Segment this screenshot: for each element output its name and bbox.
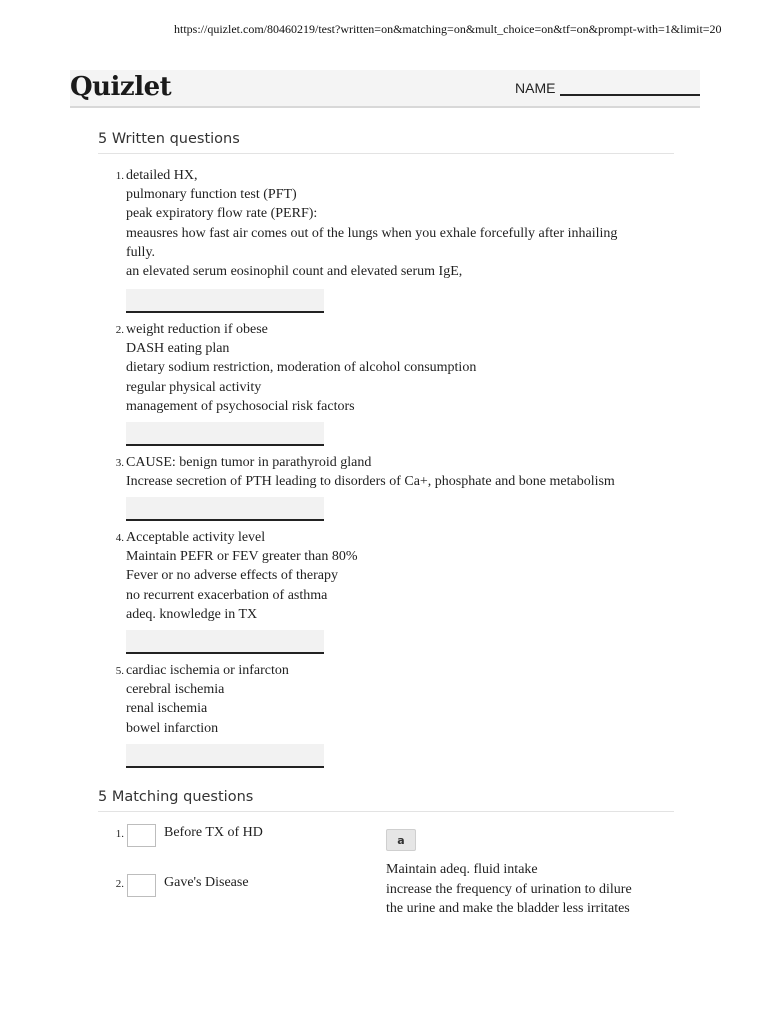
question-number: 1. <box>115 170 124 182</box>
question-prompt <box>126 661 671 738</box>
answer-field[interactable] <box>126 744 324 768</box>
definition-line: the urine and make the bladder less irritates <box>386 901 630 916</box>
prompt-line: adeq. knowledge in TX <box>126 606 258 622</box>
matching-item <box>110 874 360 898</box>
prompt-line: cardiac ischemia or infarcton <box>126 663 289 678</box>
written-section-title: 5 Written questions <box>98 131 674 154</box>
prompt-line: an elevated serum eosinophil count and elevated serum IgE, <box>126 264 463 280</box>
prompt-line: peak expiratory flow rate (PERF): <box>126 206 318 222</box>
prompt-line: pulmonary function test (PFT) <box>126 187 297 203</box>
question-prompt <box>126 528 671 624</box>
quiz-header <box>70 70 700 108</box>
prompt-line: no recurrent exacerbation of asthma <box>126 587 328 603</box>
answer-field[interactable] <box>126 497 324 521</box>
name-field[interactable] <box>560 94 700 96</box>
question-number: 3. <box>115 457 124 469</box>
definition-line: increase the frequency of urination to dilure <box>386 881 632 897</box>
prompt-line: cerebral ischemia <box>126 682 225 698</box>
prompt-line: fully. <box>126 244 156 260</box>
matching-item <box>110 824 360 848</box>
matching-answer-box[interactable] <box>127 874 156 897</box>
prompt-line: DASH eating plan <box>126 341 230 357</box>
definition-line: Maintain adeq. fluid intake <box>386 862 538 877</box>
prompt-line: meausres how fast air comes out of the lungs when you exhale forcefully after inhailing <box>126 225 618 241</box>
matching-section-title: 5 Matching questions <box>98 789 674 812</box>
prompt-line: Maintain PEFR or FEV greater than 80% <box>126 549 358 565</box>
prompt-line: renal ischemia <box>126 701 208 717</box>
question-number: 5. <box>115 665 124 677</box>
matching-number: 2. <box>115 878 124 890</box>
prompt-line: Increase secretion of PTH leading to disorders of Ca+, phosphate and bone metabolism <box>126 474 615 490</box>
question-prompt <box>126 166 671 281</box>
answer-field[interactable] <box>126 422 324 446</box>
option-letter-badge: a <box>386 829 416 851</box>
matching-number: 1. <box>115 828 124 840</box>
prompt-line: management of psychosocial risk factors <box>126 398 355 414</box>
answer-field[interactable] <box>126 630 324 654</box>
page-url: https://quizlet.com/80460219/test?written=on&matching=on&mult_choice=on&tf=on&prompt-with=1&limit=20 <box>174 22 722 36</box>
matching-answer-box[interactable] <box>127 824 156 847</box>
question-prompt <box>126 320 671 416</box>
matching-definition <box>386 860 686 919</box>
prompt-line: bowel infarction <box>126 720 219 736</box>
question-number: 2. <box>115 324 124 336</box>
matching-term: Before TX of HD <box>164 825 263 840</box>
prompt-line: detailed HX, <box>126 168 198 183</box>
prompt-line: dietary sodium restriction, moderation of alcohol consumption <box>126 360 477 376</box>
prompt-line: regular physical activity <box>126 379 262 395</box>
prompt-line: CAUSE: benign tumor in parathyroid gland <box>126 455 372 470</box>
question-number: 4. <box>115 532 124 544</box>
prompt-line: Fever or no adverse effects of therapy <box>126 568 338 584</box>
matching-term: Gave's Disease <box>164 875 249 890</box>
question-prompt <box>126 453 671 491</box>
prompt-line: weight reduction if obese <box>126 322 268 337</box>
name-label: NAME <box>515 80 556 96</box>
quizlet-logo: Quizlet <box>70 72 172 102</box>
prompt-line: Acceptable activity level <box>126 530 266 545</box>
answer-field[interactable] <box>126 289 324 313</box>
